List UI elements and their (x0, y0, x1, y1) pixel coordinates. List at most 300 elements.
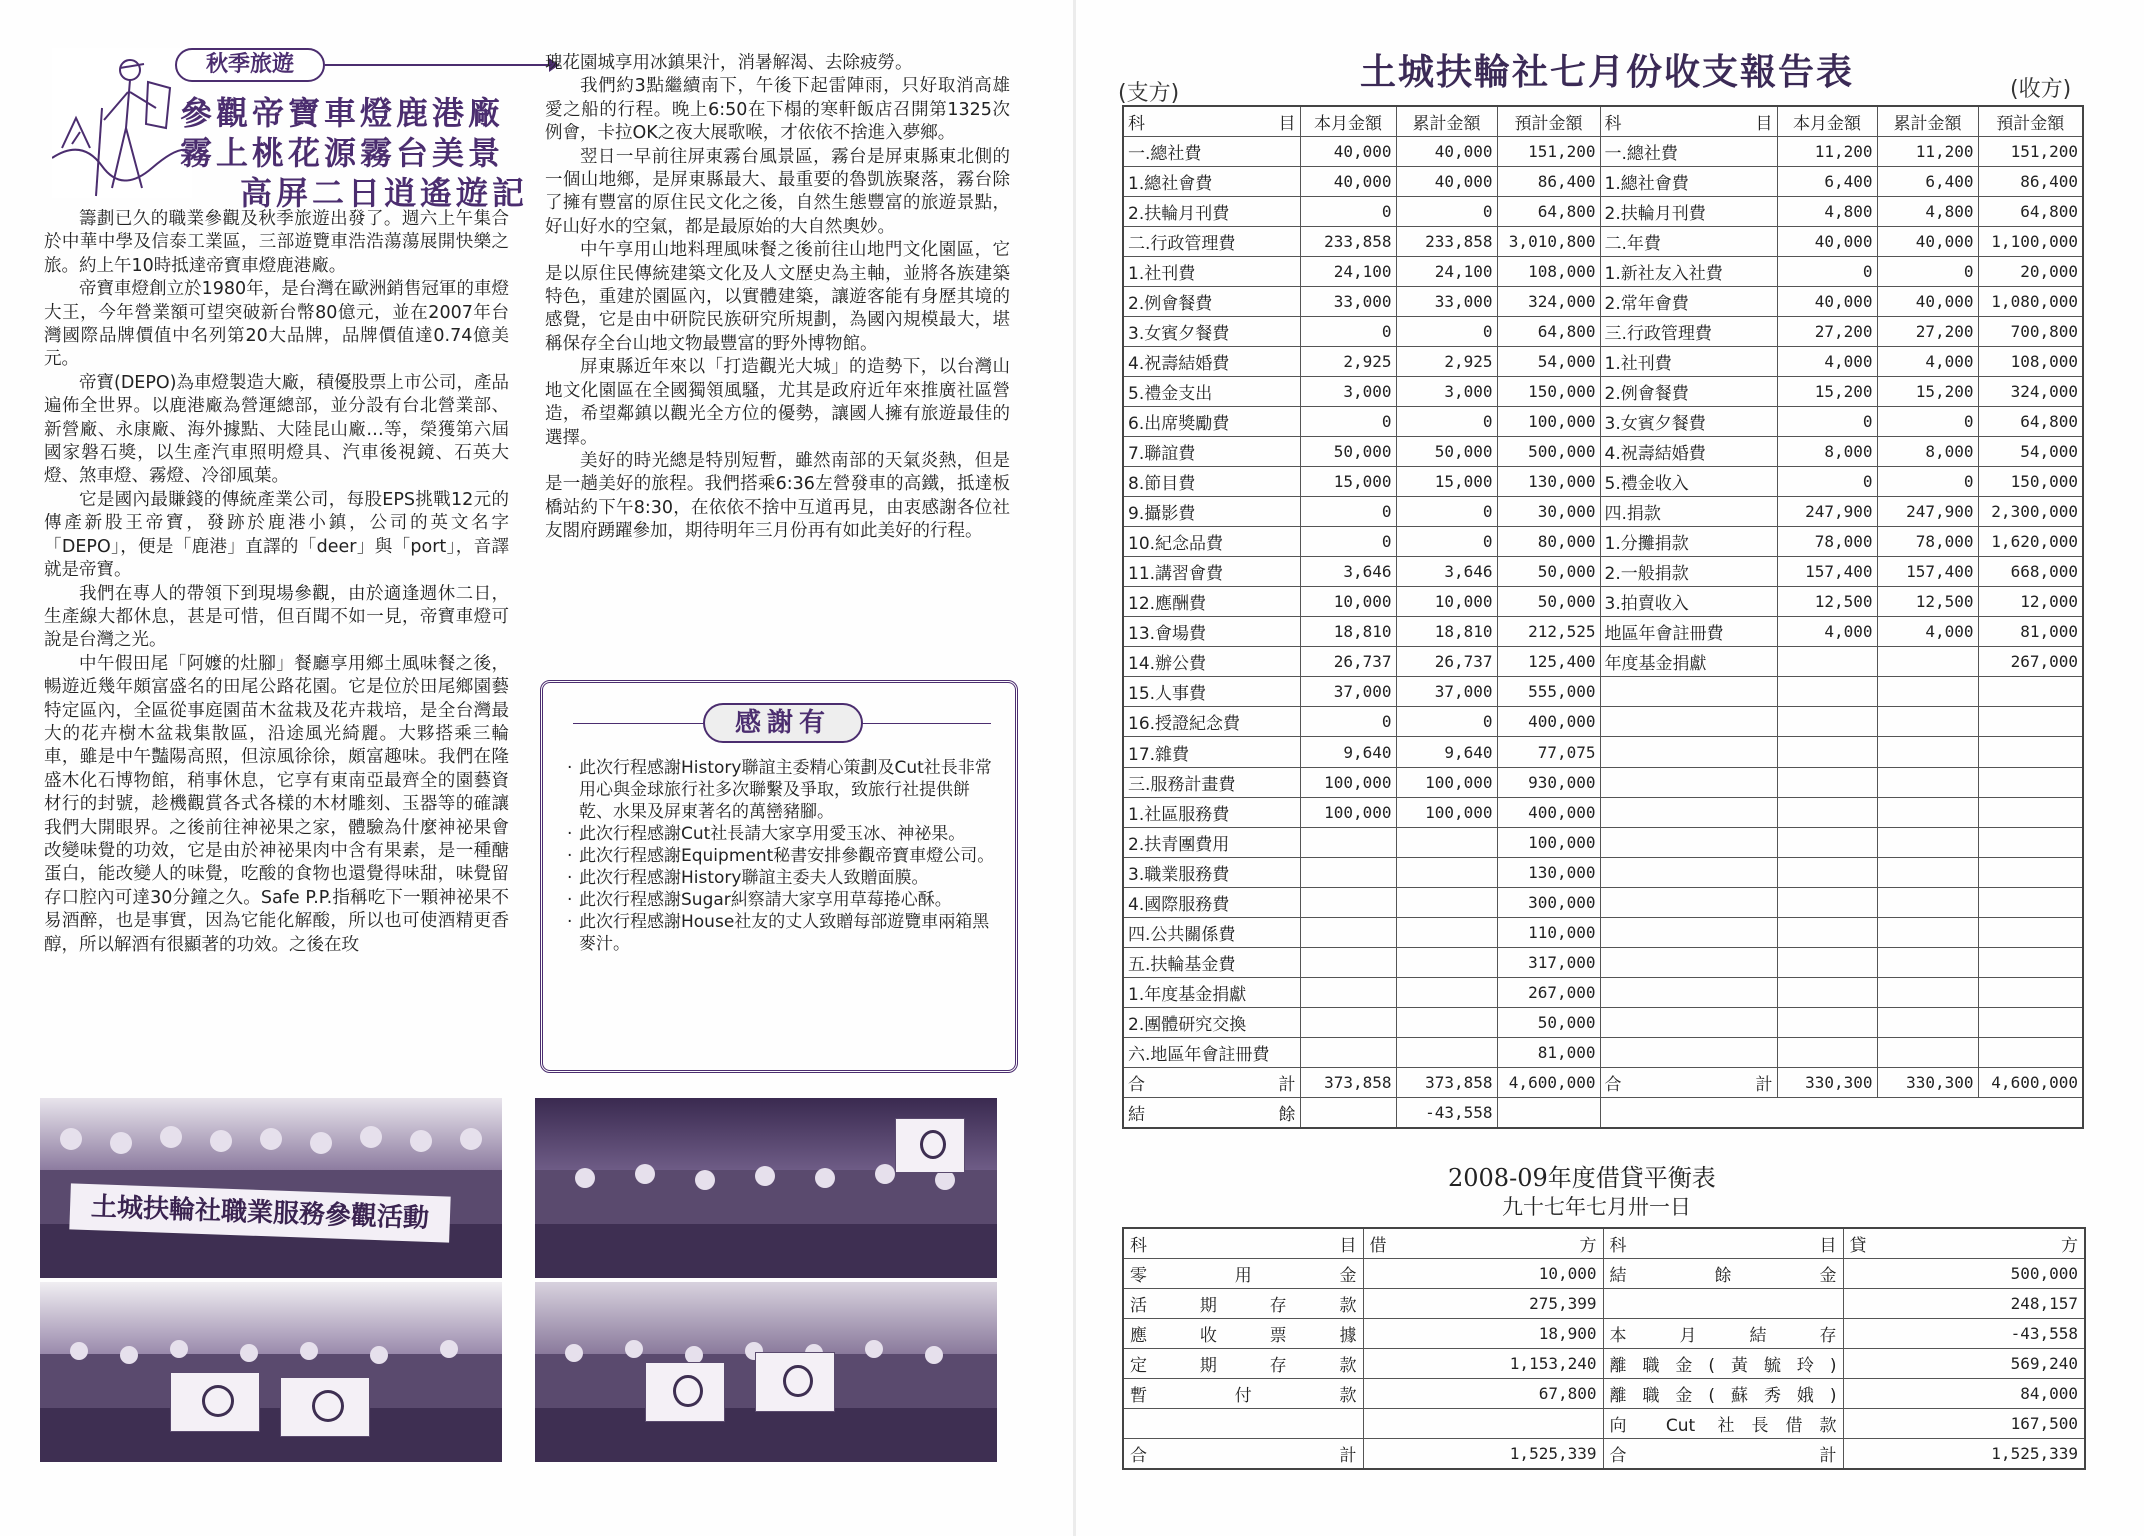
expense-amount: 324,000 (1497, 286, 1600, 316)
table-row (1123, 557, 2083, 587)
income-amount: 40,000 (1777, 286, 1877, 316)
expense-amount (1396, 827, 1497, 857)
expense-item: 五.扶輪基金費 (1123, 947, 1300, 977)
expense-amount (1300, 947, 1396, 977)
income-item: 3.拍賣收入 (1600, 587, 1777, 617)
income-total-label (1600, 1068, 1777, 1098)
expense-item: 1.社區服務費 (1123, 797, 1300, 827)
expense-amount: 130,000 (1497, 467, 1600, 497)
empty-cell (1600, 1037, 1777, 1067)
empty-cell (1877, 1007, 1978, 1037)
group-photo-4 (535, 1282, 997, 1462)
empty-cell (1777, 827, 1877, 857)
expense-item: 14.辦公費 (1123, 647, 1300, 677)
table-row (1123, 647, 2083, 677)
expense-amount: 64,800 (1497, 316, 1600, 346)
header-debit: 借 方 (1363, 1228, 1603, 1258)
income-amount: 4,000 (1777, 346, 1877, 376)
table-row (1123, 677, 2083, 707)
table-row (1123, 1348, 2085, 1378)
table-row (1123, 1288, 2085, 1318)
income-amount: 1,100,000 (1978, 226, 2083, 256)
income-amount: 8,000 (1877, 437, 1978, 467)
income-amount: 1,080,000 (1978, 286, 2083, 316)
income-amount: 40,000 (1877, 286, 1978, 316)
expense-total-amount: 373,858 (1396, 1068, 1497, 1098)
rotary-flag (280, 1377, 370, 1437)
empty-cell (1600, 827, 1777, 857)
expense-amount: 50,000 (1300, 437, 1396, 467)
expense-amount: 100,000 (1300, 797, 1396, 827)
expense-amount: 0 (1300, 316, 1396, 346)
expense-amount: 86,400 (1497, 166, 1600, 196)
empty-cell (1600, 677, 1777, 707)
income-amount: 108,000 (1978, 346, 2083, 376)
expense-amount: 151,200 (1497, 136, 1600, 166)
expense-amount: 110,000 (1497, 917, 1600, 947)
debit-amount: 275,399 (1363, 1288, 1603, 1318)
debit-amount: 67,800 (1363, 1378, 1603, 1408)
table-row (1123, 316, 2083, 346)
table-row (1123, 226, 2083, 256)
expense-item: 3.職業服務費 (1123, 857, 1300, 887)
expense-amount: 930,000 (1497, 767, 1600, 797)
thanks-list (565, 757, 995, 955)
article-paragraph: 它是國內最賺錢的傳統產業公司，每股EPS挑戰12元的傳產新股王帝寶，發跡於鹿港小鎮，公司的英文名字「DEPO」，便是「鹿港」直譯的「deer」與「port」，音譯就是帝寶。 (44, 489, 509, 581)
thanks-item: · 此次行程感謝Equipment秘書安排參觀帝寶車燈公司。 (565, 845, 995, 867)
income-item: 2.一般捐款 (1600, 557, 1777, 587)
expense-amount: 9,640 (1396, 737, 1497, 767)
balance-label-left: 結 (1128, 1104, 1145, 1125)
header-credit: 貸 方 (1843, 1228, 2085, 1258)
thanks-item: · 此次行程感謝Cut社長請大家享用愛玉冰、神祕果。 (565, 823, 995, 845)
header-month: 本月金額 (1777, 106, 1877, 136)
expense-amount: 317,000 (1497, 947, 1600, 977)
photo-banner: 土城扶輪社職業服務參觀活動 (69, 1183, 450, 1242)
income-amount: 12,500 (1777, 587, 1877, 617)
expense-amount: 0 (1300, 707, 1396, 737)
income-amount: 11,200 (1777, 136, 1877, 166)
header-month: 本月金額 (1300, 106, 1396, 136)
income-amount: 54,000 (1978, 437, 2083, 467)
expense-amount (1396, 1037, 1497, 1067)
income-item: 2.常年會費 (1600, 286, 1777, 316)
group-photo-1 (40, 1098, 502, 1278)
expense-amount: 108,000 (1497, 256, 1600, 286)
expense-amount: 40,000 (1396, 136, 1497, 166)
expense-item: 3.女賓夕餐費 (1123, 316, 1300, 346)
empty-cell (1877, 827, 1978, 857)
expense-amount: 50,000 (1497, 587, 1600, 617)
expense-amount: 37,000 (1396, 677, 1497, 707)
empty-cell (1600, 887, 1777, 917)
expense-amount: 0 (1396, 196, 1497, 226)
header-subject: 科 目 (1123, 1228, 1363, 1258)
expense-amount: 3,646 (1300, 557, 1396, 587)
rotary-flag (895, 1118, 965, 1173)
income-amount: 4,000 (1777, 617, 1877, 647)
total-label-left: 合 (1609, 1445, 1627, 1466)
expense-amount: 267,000 (1497, 977, 1600, 1007)
income-amount: 27,200 (1877, 316, 1978, 346)
income-item: 3.女賓夕餐費 (1600, 406, 1777, 436)
expense-amount: 0 (1396, 707, 1497, 737)
table-row (1123, 737, 2083, 767)
income-amount: 247,900 (1777, 497, 1877, 527)
expense-amount (1300, 977, 1396, 1007)
tag-arrow (325, 64, 555, 66)
expense-item: 2.團體研究交換 (1123, 1007, 1300, 1037)
expense-amount: 24,100 (1396, 256, 1497, 286)
expense-item: 8.節目費 (1123, 467, 1300, 497)
empty-cell (1978, 1007, 2083, 1037)
expense-item: 二.行政管理費 (1123, 226, 1300, 256)
income-item: 1.新社友入社費 (1600, 256, 1777, 286)
empty-cell (1877, 857, 1978, 887)
expense-amount: 40,000 (1396, 166, 1497, 196)
income-amount: 86,400 (1978, 166, 2083, 196)
income-amount: 1,620,000 (1978, 527, 2083, 557)
header-cumulative: 累計金額 (1396, 106, 1497, 136)
article-column-2 (545, 52, 1010, 544)
expense-amount (1300, 1007, 1396, 1037)
expense-amount: 0 (1396, 406, 1497, 436)
expense-amount: 100,000 (1497, 406, 1600, 436)
income-item: 2.扶輪月刊費 (1600, 196, 1777, 226)
income-amount: 15,200 (1877, 376, 1978, 406)
table-row (1123, 587, 2083, 617)
balance-label (1123, 1098, 1300, 1128)
income-amount: 12,500 (1877, 587, 1978, 617)
article-paragraph: 中午假田尾「阿嬤的灶腳」餐廳享用鄉土風味餐之後，暢遊近幾年頗富盛名的田尾公路花園。它是位於田尾鄉園藝特定區內，全區從事庭園苗木盆栽及花卉栽培，是全台灣最大的花卉樹木盆栽集散區，沿途風光綺麗。大夥搭乘三輪車，雖是中午豔陽高照，但涼風徐徐，頗富趣味。我們在隆盛木化石博物館，稍事休息，它享有東南亞最齊全的園藝資材行的封號，趁機觀賞各式各樣的木材雕刻、玉器等的確讓我們大開眼界。之後前往神祕果之家，體驗為什麼神祕果會改變味覺的功效，它是由於神祕果肉中含有果素，是一種醣蛋白，能改變人的味覺，吃酸的食物也還覺得味甜，味覺留存口腔內可達30分鐘之久。Safe P.P.指稱吃下一顆神祕果不易酒醉，也是事實，因為它能化解酸，所以也可使酒精更香醇，所以解酒有很顯著的功效。之後在玫 (44, 653, 509, 955)
empty-cell (1877, 947, 1978, 977)
empty-cell (1600, 707, 1777, 737)
expense-amount: 212,525 (1497, 617, 1600, 647)
expense-amount: 50,000 (1396, 437, 1497, 467)
balance-sheet-table (1122, 1227, 2086, 1470)
expense-amount: 125,400 (1497, 647, 1600, 677)
table-row (1123, 767, 2083, 797)
empty-cell (1877, 737, 1978, 767)
article-column-1 (44, 208, 509, 957)
total-label-left: 合 (1128, 1075, 1145, 1096)
income-amount: 11,200 (1877, 136, 1978, 166)
credit-amount: 500,000 (1843, 1258, 2085, 1288)
expense-amount: 81,000 (1497, 1037, 1600, 1067)
expense-amount (1396, 1007, 1497, 1037)
empty-cell (1777, 1007, 1877, 1037)
income-item: 1.社刊費 (1600, 346, 1777, 376)
expense-amount: 400,000 (1497, 797, 1600, 827)
header-cumulative: 累計金額 (1877, 106, 1978, 136)
article-paragraph: 美好的時光總是特別短暫，雖然南部的天氣炎熱，但是是一趟美好的旅程。我們搭乘6:36左營發車的高鐵，抵達板橋站約下午8:30，在依依不捨中互道再見，由衷感謝各位社友閤府踴躍參加，期待明年三月份再有如此美好的行程。 (545, 450, 1010, 542)
expense-amount: 150,000 (1497, 376, 1600, 406)
expense-total-label (1123, 1068, 1300, 1098)
empty-cell (1300, 1098, 1396, 1128)
expense-amount: 0 (1396, 497, 1497, 527)
expense-item: 16.授證紀念費 (1123, 707, 1300, 737)
expense-amount (1300, 827, 1396, 857)
empty-cell (1978, 737, 2083, 767)
article-title-line-1: 參觀帝寶車燈鹿港廠 (180, 94, 505, 132)
balance-row (1123, 1098, 2083, 1128)
income-amount: 40,000 (1877, 226, 1978, 256)
empty-cell (1978, 887, 2083, 917)
income-total-amount: 330,300 (1777, 1068, 1877, 1098)
empty-cell (1777, 1037, 1877, 1067)
header-budget: 預計金額 (1497, 106, 1600, 136)
income-amount: 0 (1777, 256, 1877, 286)
credit-amount: 84,000 (1843, 1378, 2085, 1408)
expense-side-label: (支方) (1118, 81, 1180, 106)
expense-amount: 33,000 (1396, 286, 1497, 316)
expense-amount: 26,737 (1300, 647, 1396, 677)
expense-amount: 555,000 (1497, 677, 1600, 707)
balance-label-right: 餘 (1278, 1104, 1296, 1125)
thanks-item: · 此次行程感謝Sugar糾察請大家享用草莓捲心酥。 (565, 889, 995, 911)
rotary-flag (755, 1352, 835, 1412)
expense-amount: 3,000 (1396, 376, 1497, 406)
expense-amount (1300, 1037, 1396, 1067)
article-paragraph: 瑰花園城享用冰鎮果汁，消暑解渴、去除疲勞。 (545, 53, 913, 73)
empty-cell (1600, 917, 1777, 947)
empty-cell (1978, 1037, 2083, 1067)
table-row (1123, 797, 2083, 827)
expense-item: 2.扶青團費用 (1123, 827, 1300, 857)
expense-item: 10.紀念品費 (1123, 527, 1300, 557)
header-subject: 科 目 (1123, 106, 1300, 136)
expense-amount: 100,000 (1497, 827, 1600, 857)
empty-cell (1777, 947, 1877, 977)
debit-amount: 1,153,240 (1363, 1348, 1603, 1378)
income-amount: 6,400 (1877, 166, 1978, 196)
empty-cell (1600, 947, 1777, 977)
expense-item: 6.出席獎勵費 (1123, 406, 1300, 436)
income-amount: 64,800 (1978, 196, 2083, 226)
income-amount: 64,800 (1978, 406, 2083, 436)
income-amount: 20,000 (1978, 256, 2083, 286)
income-amount: 8,000 (1777, 437, 1877, 467)
empty-cell (1777, 737, 1877, 767)
thanks-item: · 此次行程感謝History聯誼主委精心策劃及Cut社長非常用心與金球旅行社多次聯繫及爭取，致旅行社提供餅乾、水果及屏東著名的萬巒豬腳。 (565, 757, 995, 823)
expense-amount (1396, 857, 1497, 887)
debit-item: 活 期 存 款 (1123, 1288, 1363, 1318)
credit-item: 本 月 結 存 (1603, 1318, 1843, 1348)
empty-cell (1777, 797, 1877, 827)
header-subject: 科 目 (1603, 1228, 1843, 1258)
expense-amount: 3,646 (1396, 557, 1497, 587)
credit-total-label (1603, 1439, 1843, 1469)
empty-cell (1600, 797, 1777, 827)
expense-item: 1.年度基金捐獻 (1123, 977, 1300, 1007)
debit-item (1123, 1409, 1363, 1439)
expense-amount: 233,858 (1396, 226, 1497, 256)
total-label-left: 合 (1604, 1075, 1622, 1096)
credit-item (1603, 1288, 1843, 1318)
empty-cell (1600, 857, 1777, 887)
header-budget: 預計金額 (1978, 106, 2083, 136)
income-item: 地區年會註冊費 (1600, 617, 1777, 647)
credit-item: 離職金(黃毓玲) (1603, 1348, 1843, 1378)
expense-amount (1396, 917, 1497, 947)
credit-amount: 167,500 (1843, 1409, 2085, 1439)
expense-amount (1300, 857, 1396, 887)
expense-amount: 400,000 (1497, 707, 1600, 737)
empty-cell (1978, 917, 2083, 947)
income-amount: 247,900 (1877, 497, 1978, 527)
expense-item: 15.人事費 (1123, 677, 1300, 707)
expense-amount: 100,000 (1396, 767, 1497, 797)
income-amount: 6,400 (1777, 166, 1877, 196)
expense-amount: 18,810 (1396, 617, 1497, 647)
article-paragraph: 我們在專人的帶領下到現場參觀，由於適逢週休二日，生產線大都休息，甚是可惜，但百聞不如一見，帝寶車燈可說是台灣之光。 (44, 583, 509, 651)
income-amount: 0 (1777, 467, 1877, 497)
income-amount: 81,000 (1978, 617, 2083, 647)
expense-amount: 0 (1396, 527, 1497, 557)
expense-item: 4.祝壽結婚費 (1123, 346, 1300, 376)
income-amount: 0 (1877, 256, 1978, 286)
income-amount: 157,400 (1777, 557, 1877, 587)
debit-total-label (1123, 1439, 1363, 1469)
article-paragraph: 帝寶(DEPO)為車燈製造大廠，積優股票上市公司，產品遍佈全世界。以鹿港廠為營運總部，並分設有台北營業部、新營廠、永康廠、海外據點、大陸昆山廠…等，榮獲第六屆國家磐石獎，以生產汽車照明燈具、汽車後視鏡、石英大燈、煞車燈、霧燈、冷卻風葉。 (44, 372, 510, 487)
income-amount: 151,200 (1978, 136, 2083, 166)
income-amount (1877, 647, 1978, 677)
credit-amount: 569,240 (1843, 1348, 2085, 1378)
income-item: 三.行政管理費 (1600, 316, 1777, 346)
income-item: 年度基金捐獻 (1600, 647, 1777, 677)
expense-amount: 80,000 (1497, 527, 1600, 557)
expense-amount: 50,000 (1497, 1007, 1600, 1037)
expense-item: 1.總社會費 (1123, 166, 1300, 196)
expense-amount: 500,000 (1497, 437, 1600, 467)
table-row (1123, 1007, 2083, 1037)
expense-amount: 0 (1300, 527, 1396, 557)
expense-item: 9.攝影費 (1123, 497, 1300, 527)
expense-item: 2.扶輪月刊費 (1123, 196, 1300, 226)
thanks-title: 感謝有 (703, 703, 863, 743)
empty-cell (1877, 797, 1978, 827)
income-amount: 4,000 (1877, 346, 1978, 376)
expense-amount: 233,858 (1300, 226, 1396, 256)
expense-amount: 15,000 (1300, 467, 1396, 497)
table-row (1123, 1258, 2085, 1288)
income-item: 四.捐款 (1600, 497, 1777, 527)
expense-item: 四.公共關係費 (1123, 917, 1300, 947)
expense-item: 5.禮金支出 (1123, 376, 1300, 406)
total-label-right: 計 (1278, 1075, 1296, 1096)
total-label-left: 合 (1130, 1445, 1147, 1466)
expense-amount: 9,640 (1300, 737, 1396, 767)
balance-value: -43,558 (1396, 1098, 1497, 1128)
income-amount: 157,400 (1877, 557, 1978, 587)
expense-amount: 15,000 (1396, 467, 1497, 497)
income-amount: 0 (1877, 467, 1978, 497)
expense-amount: 77,075 (1497, 737, 1600, 767)
empty-cell (1777, 767, 1877, 797)
expense-item: 六.地區年會註冊費 (1123, 1037, 1300, 1067)
income-amount: 78,000 (1777, 527, 1877, 557)
expense-item: 7.聯誼費 (1123, 437, 1300, 467)
expense-amount: 3,010,800 (1497, 226, 1600, 256)
income-amount: 40,000 (1777, 226, 1877, 256)
header-subject: 科 目 (1600, 106, 1777, 136)
article-header (40, 40, 530, 212)
empty-cell (1497, 1098, 1600, 1128)
debit-item: 零 用 金 (1123, 1258, 1363, 1288)
income-total-amount: 330,300 (1877, 1068, 1978, 1098)
income-item: 1.總社會費 (1600, 166, 1777, 196)
income-amount: 700,800 (1978, 316, 2083, 346)
credit-amount: 248,157 (1843, 1288, 2085, 1318)
table-row (1123, 196, 2083, 226)
expense-amount (1396, 947, 1497, 977)
income-amount: 0 (1777, 406, 1877, 436)
income-amount: 150,000 (1978, 467, 2083, 497)
expense-amount: 10,000 (1396, 587, 1497, 617)
income-item: 1.分攤捐款 (1600, 527, 1777, 557)
expense-item: 1.社刊費 (1123, 256, 1300, 286)
group-photo-2 (40, 1282, 502, 1462)
empty-cell (1877, 917, 1978, 947)
rotary-flag (170, 1372, 260, 1432)
hiker-illustration-icon (52, 48, 192, 198)
empty-cell (1978, 707, 2083, 737)
expense-amount: 26,737 (1396, 647, 1497, 677)
empty-cell (1978, 857, 2083, 887)
expense-amount: 0 (1300, 196, 1396, 226)
income-amount: 0 (1877, 406, 1978, 436)
expense-amount: 2,925 (1396, 346, 1497, 376)
debit-amount: 18,900 (1363, 1318, 1603, 1348)
income-amount: 668,000 (1978, 557, 2083, 587)
table-body (1123, 136, 2083, 1128)
credit-item: 向 Cut 社長借款 (1603, 1409, 1843, 1439)
table-row (1123, 286, 2083, 316)
expense-item: 12.應酬費 (1123, 587, 1300, 617)
empty-cell (1600, 977, 1777, 1007)
table-row (1123, 887, 2083, 917)
expense-amount: 100,000 (1300, 767, 1396, 797)
expense-amount (1300, 917, 1396, 947)
expense-item: 13.會場費 (1123, 617, 1300, 647)
table-row (1123, 857, 2083, 887)
table-row (1123, 346, 2083, 376)
debit-amount: 10,000 (1363, 1258, 1603, 1288)
income-item: 二.年費 (1600, 226, 1777, 256)
table-row (1123, 166, 2083, 196)
article-title-line-3: 高屏二日逍遙遊記 (240, 174, 529, 212)
expense-amount: 33,000 (1300, 286, 1396, 316)
table-header-row (1123, 106, 2083, 136)
expense-amount (1396, 887, 1497, 917)
income-item: 一.總社費 (1600, 136, 1777, 166)
credit-total-amount: 1,525,339 (1843, 1439, 2085, 1469)
income-amount: 15,200 (1777, 376, 1877, 406)
expense-amount: 300,000 (1497, 887, 1600, 917)
debit-amount (1363, 1409, 1603, 1439)
balance-sheet-title: 2008-09年度借貸平衡表 (1448, 1164, 1716, 1192)
expense-item: 17.雜費 (1123, 737, 1300, 767)
expense-amount: 40,000 (1300, 166, 1396, 196)
expense-amount: 0 (1300, 497, 1396, 527)
income-item: 4.祝壽結婚費 (1600, 437, 1777, 467)
income-amount: 27,200 (1777, 316, 1877, 346)
table-row (1123, 707, 2083, 737)
thanks-box (540, 680, 1018, 1073)
table-row (1123, 917, 2083, 947)
empty-cell (1877, 677, 1978, 707)
article-paragraph: 翌日一早前往屏東霧台風景區，霧台是屏東縣東北側的一個山地鄉，是屏東縣最大、最重要的魯凱族聚落，霧台除了擁有豐富的原住民文化之後，自然生態豐富的旅遊景點，好山好水的空氣，都是最原始的大自然奧妙。 (545, 146, 1010, 237)
